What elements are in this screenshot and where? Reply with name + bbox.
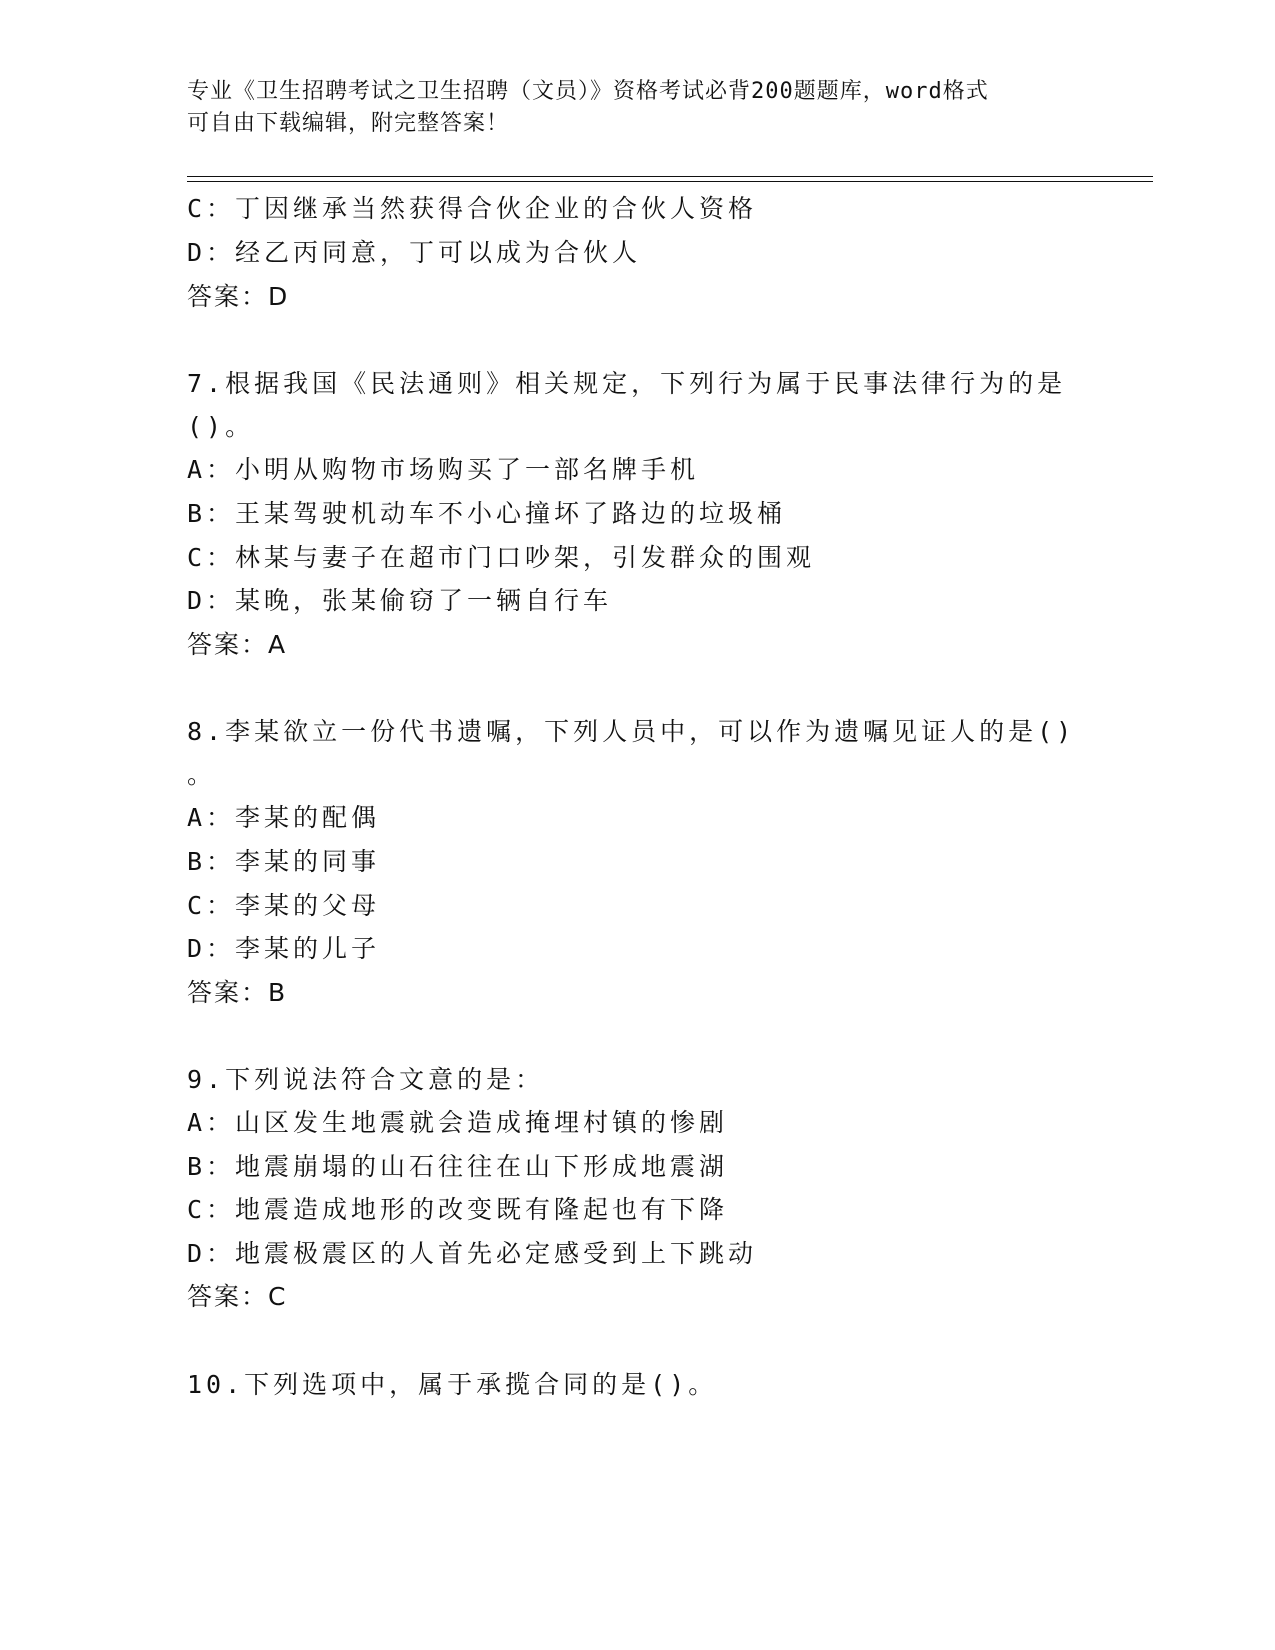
q7-answer: 答案：A bbox=[187, 630, 288, 659]
q8-answer: 答案：B bbox=[187, 978, 288, 1007]
q6-answer: 答案：D bbox=[187, 282, 290, 311]
header-divider-top bbox=[187, 176, 1153, 177]
q9-stem: 9.下列说法符合文意的是： bbox=[187, 1065, 545, 1094]
q9-option-c: C：地震造成地形的改变既有隆起也有下降 bbox=[187, 1195, 729, 1224]
document-header bbox=[187, 76, 1067, 140]
header-divider-bottom bbox=[187, 181, 1153, 182]
q9-option-b: B：地震崩塌的山石往往在山下形成地震湖 bbox=[187, 1152, 729, 1181]
q7-stem-line-2: ()。 bbox=[187, 412, 255, 441]
q8-option-a: A：李某的配偶 bbox=[187, 803, 381, 832]
q6-option-c: C：丁因继承当然获得合伙企业的合伙人资格 bbox=[187, 194, 758, 223]
q7-option-c: C：林某与妻子在超市门口吵架，引发群众的围观 bbox=[187, 543, 816, 572]
header-line-2: 可自由下载编辑，附完整答案！ bbox=[187, 111, 510, 136]
q7-option-a: A：小明从购物市场购买了一部名牌手机 bbox=[187, 455, 700, 484]
q7-stem-line-1: 7.根据我国《民法通则》相关规定，下列行为属于民事法律行为的是 bbox=[187, 369, 1067, 398]
q10-stem: 10.下列选项中，属于承揽合同的是()。 bbox=[187, 1370, 718, 1399]
q8-stem-line-2: 。 bbox=[187, 760, 217, 789]
q6-option-d: D：经乙丙同意，丁可以成为合伙人 bbox=[187, 238, 642, 267]
q7-option-d: D：某晚，张某偷窃了一辆自行车 bbox=[187, 586, 613, 615]
q8-option-c: C：李某的父母 bbox=[187, 891, 381, 920]
header-line-1: 专业《卫生招聘考试之卫生招聘（文员）》资格考试必背200题题库，word格式 bbox=[187, 79, 989, 104]
q9-option-a: A：山区发生地震就会造成掩埋村镇的惨剧 bbox=[187, 1108, 729, 1137]
q8-stem-line-1: 8.李某欲立一份代书遗嘱，下列人员中，可以作为遗嘱见证人的是() bbox=[187, 717, 1076, 746]
q7-option-b: B：王某驾驶机动车不小心撞坏了路边的垃圾桶 bbox=[187, 499, 787, 528]
q9-answer: 答案：C bbox=[187, 1282, 288, 1311]
q8-option-d: D：李某的儿子 bbox=[187, 934, 381, 963]
q9-option-d: D：地震极震区的人首先必定感受到上下跳动 bbox=[187, 1239, 758, 1268]
q8-option-b: B：李某的同事 bbox=[187, 847, 381, 876]
